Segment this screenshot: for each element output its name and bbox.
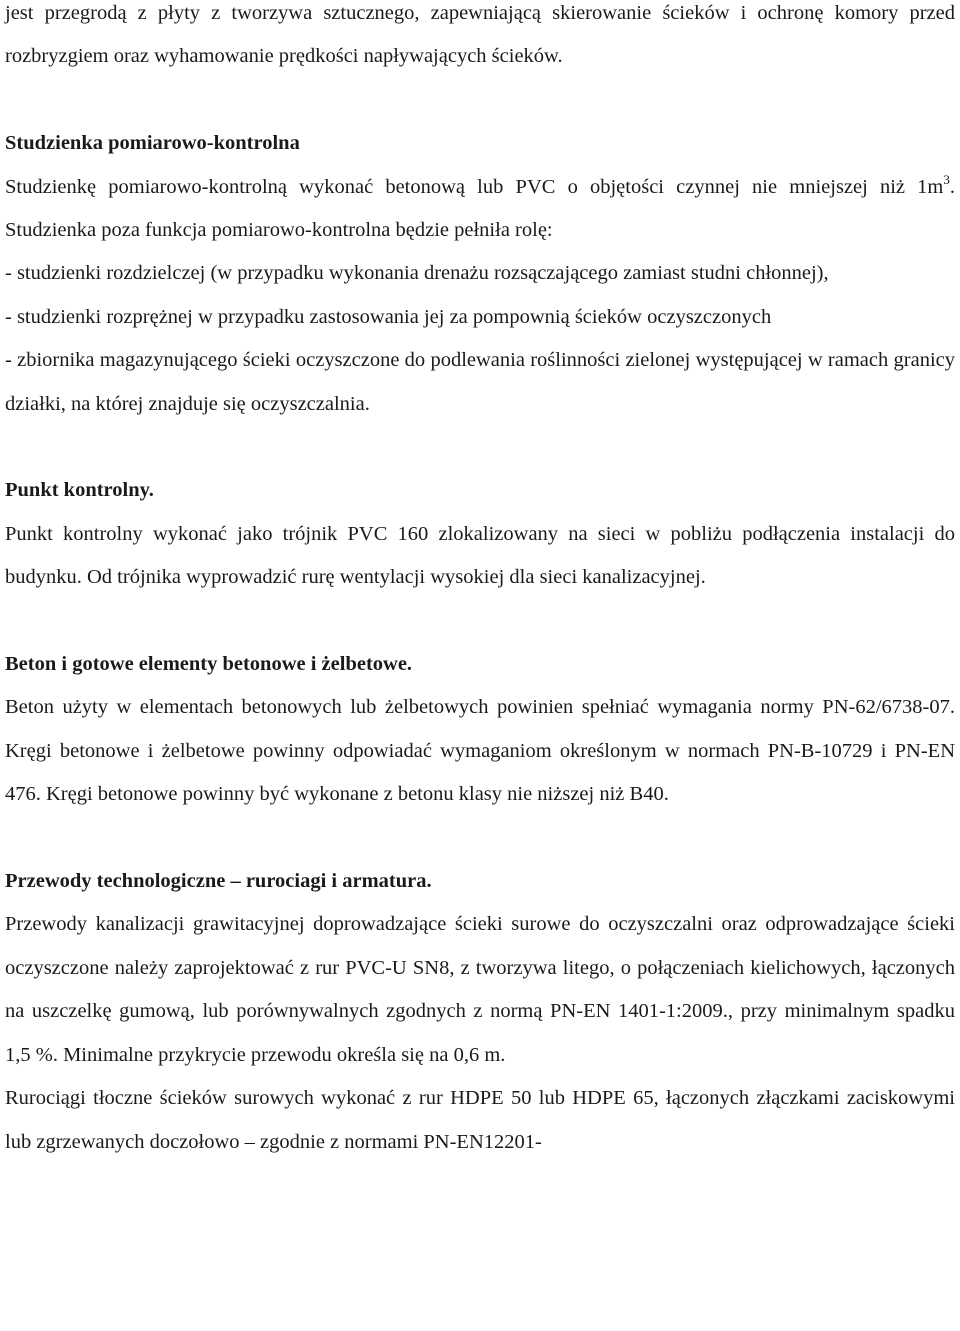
heading-przewody: Przewody technologiczne – rurociagi i armatura. [5,870,432,893]
paragraph-punkt-kontrolny: Punkt kontrolny wykonać jako trójnik PVC 160 zlokalizowany na sieci w pobliżu podłączenia instalacji do budynku. Od trójnika wyprowadzić rurę wentylacji wysokiej dla sieci kanalizacyjnej. [5,522,955,589]
spacer [5,817,955,860]
spacer [5,79,955,122]
paragraph-przewody-grawitacyjne: Przewody kanalizacji grawitacyjnej doprowadzające ścieki surowe do oczyszczalni oraz odprowadzające ścieki oczyszczone należy zaprojektować z rur PVC-U SN8, z tworzywa litego, o połączeniach kielichowych, łączonych na uszczelkę gumową, lub porównywalnych zgodnych z normą PN-EN 1401-1:2009., przy minimalnym spadku 1,5 %. Minimalne przykrycie przewodu określa się na 0,6 m. [5,913,955,1066]
list-item-rozpreznej: - studzienki rozprężnej w przypadku zastosowania jej za pompownią ścieków oczyszczonych [5,305,772,328]
spacer [5,600,955,643]
list-item-rozdzielczej: - studzienki rozdzielczej (w przypadku wykonania drenażu rozsączającego zamiast studni chłonnej), [5,262,829,285]
list-item-zbiornika: - zbiornika magazynującego ścieki oczyszczone do podlewania roślinności zielonej występującej w ramach granicy działki, na której znajduje się oczyszczalnia. [5,349,955,415]
spacer [5,426,955,469]
paragraph-beton: Beton użyty w elementach betonowych lub żelbetowych powinien spełniać wymagania normy PN-62/6738-07. Kręgi betonowe i żelbetowe powinny odpowiadać wymaganiom określonym w normach PN-B-10729 i PN-EN 476. Kręgi betonowe powinny być wykonane z betonu klasy nie niższej niż B40. [5,696,955,806]
paragraph-rurociagi-tloczne: Rurociągi tłoczne ścieków surowych wykonać z rur HDPE 50 lub HDPE 65, łączonych złączkami zaciskowymi lub zgrzewanych doczołowo – zgodnie z normami PN-EN12201- [5,1087,955,1153]
document-page [5,0,955,1164]
cubic-superscript: 3 [943,171,950,187]
heading-studzienka: Studzienka pomiarowo-kontrolna [5,132,300,155]
intro-paragraph: jest przegrodą z płyty z tworzywa sztucznego, zapewniającą skierowanie ścieków i ochronę komory przed rozbryzgiem oraz wyhamowanie prędkości napływających ścieków. [5,2,955,68]
heading-beton: Beton i gotowe elementy betonowe i żelbetowe. [5,653,413,676]
studzienka-text-part2: . Studzienka poza funkcja pomiarowo-kontrolna będzie pełniła rolę: [5,175,955,242]
studzienka-text-part1: Studzienkę pomiarowo-kontrolną wykonać betonową lub PVC o objętości czynnej nie mniejszej niż 1m [5,175,944,198]
heading-punkt-kontrolny: Punkt kontrolny. [5,479,154,502]
paragraph-studzienka [5,166,955,253]
